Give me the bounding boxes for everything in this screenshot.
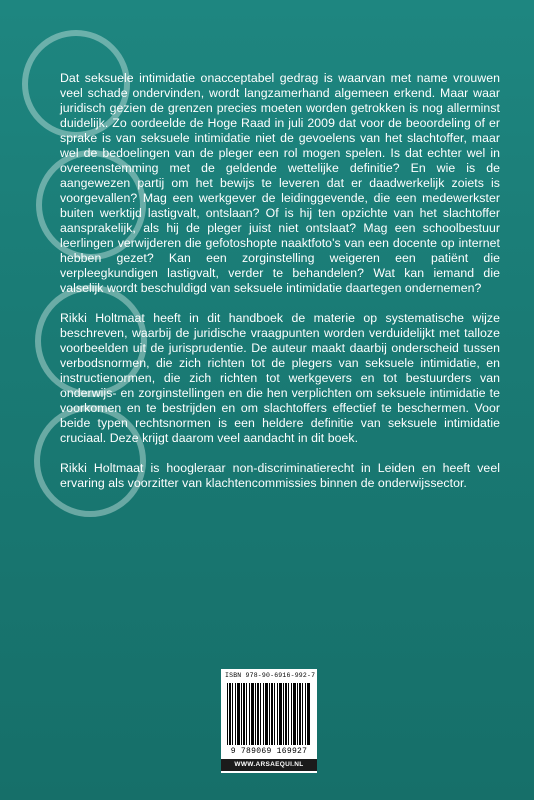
barcode-digits: 9 789069 169927 <box>230 747 308 756</box>
isbn-label: ISBN 978-90-6916-992-7 <box>225 672 316 679</box>
back-cover-blurb <box>60 71 500 506</box>
barcode-bars <box>227 683 311 745</box>
isbn-barcode <box>221 669 317 773</box>
blurb-paragraph-author: Rikki Holtmaat is hoogleraar non-discriminatierecht in Leiden en heeft veel ervaring als voorzitter van klachtencommissies binnen de onderwijssector. <box>60 461 500 490</box>
blurb-paragraph-book: Rikki Holtmaat heeft in dit handboek de materie op systematische wijze beschreven, waarbij de juridische vraagpunten worden verduidelijkt met talloze voorbeelden uit de jurisprudentie. De auteur maakt daarbij onderscheid tussen verbodsnormen, die zich richten tot de plegers van seksuele intimidatie, en instructienormen, die zich richten tot werkgevers en tot bestuurders van onderwijs- en zorginstellingen en die hen verplichten om seksuele intimidatie te voorkomen en te bestrijden en om slachtoffers effectief te beschermen. Voor beide typen rechtsnormen is een heldere definitie van seksuele intimidatie cruciaal. Deze krijgt daarom veel aandacht in dit boek. <box>60 311 500 445</box>
blurb-paragraph-intro: Dat seksuele intimidatie onacceptabel gedrag is waarvan met name vrouwen veel schade ondervinden, wordt langzamerhand algemeen erkend. Maar waar juridisch gezien de grenzen precies moeten worden getrokken is nog allerminst duidelijk. Zo oordeelde de Hoge Raad in juli 2009 dat voor de beoordeling of er sprake is van seksuele intimidatie niet de gevoelens van het slachtoffer, maar wel de bedoelingen van de pleger een rol mogen spelen. Is dat echter wel in overeenstemming met de geldende wettelijke definitie? En wie is de aangewezen partij om het bewijs te leveren dat er daadwerkelijk zoiets is voorgevallen? Mag een werkgever de leidinggevende, die een medewerkster buiten werktijd lastigvalt, ontslaan? Of is hij ten opzichte van het slachtoffer aansprakelijk, als hij de pleger juist niet ontslaat? Mag een schoolbestuur leerlingen verwijderen die gefotoshopte naaktfoto's van een docente op internet hebben gezet? Kan een zorginstelling weigeren een patiënt die verpleegkundigen lastigvalt, verder te behandelen? Wat kan iemand die valselijk wordt beschuldigd van seksuele intimidatie daartegen ondernemen? <box>60 71 500 295</box>
publisher-url: WWW.ARSAEQUI.NL <box>221 759 317 771</box>
